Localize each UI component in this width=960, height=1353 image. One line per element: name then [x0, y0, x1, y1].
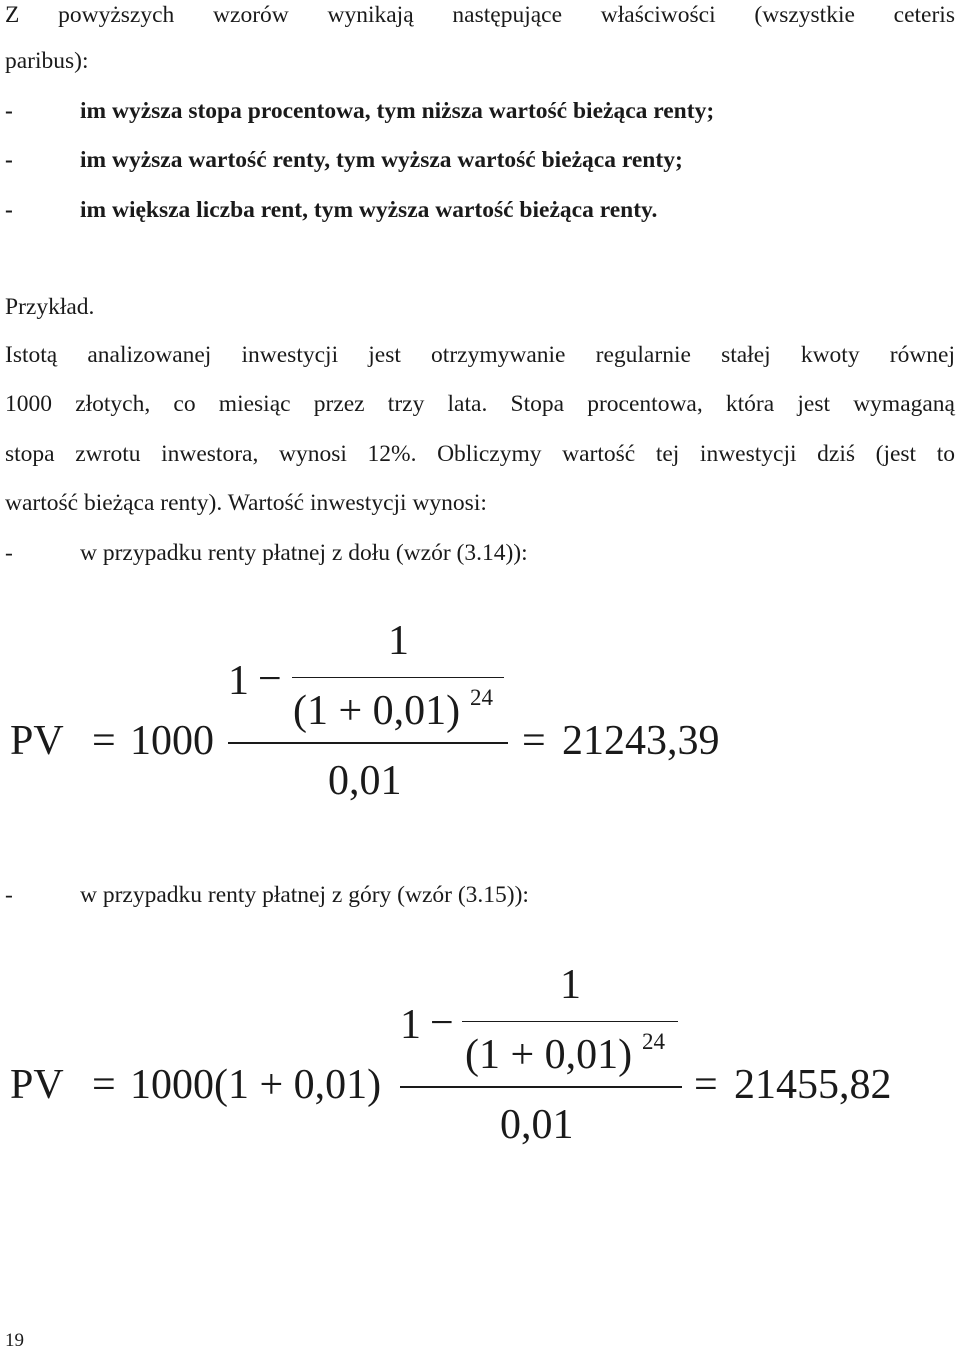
- formula-equals-result: =: [522, 718, 546, 764]
- formula-minus: −: [430, 1000, 454, 1046]
- inner-numerator: 1: [560, 962, 581, 1008]
- formula-2: [0, 940, 960, 1180]
- example-line-4: wartość bieżąca renty). Wartość inwestycji wynosi:: [5, 490, 487, 516]
- formula-result: 21243,39: [562, 718, 720, 764]
- formula-result: 21455,82: [734, 1062, 892, 1108]
- formula-1: [0, 600, 960, 830]
- inner-denominator: (1 + 0,01): [293, 688, 461, 734]
- inner-fraction-bar: [462, 1021, 678, 1022]
- inner-numerator: 1: [388, 618, 409, 664]
- inner-fraction-bar: [292, 677, 504, 678]
- example-line-1: Istotą analizowanej inwestycji jest otrzymywanie regularnie stałej kwoty równej: [5, 342, 955, 368]
- case-1-text: w przypadku renty płatnej z dołu (wzór (3.14)):: [80, 540, 528, 566]
- bullet-dash: -: [5, 197, 13, 223]
- bullet-dash: -: [5, 98, 13, 124]
- formula-one: 1: [228, 658, 249, 704]
- formula-denominator: 0,01: [500, 1102, 574, 1148]
- property-text: im wyższa stopa procentowa, tym niższa wartość bieżąca renty;: [80, 98, 715, 124]
- formula-denominator: 0,01: [328, 758, 402, 804]
- property-text: im większa liczba rent, tym wyższa wartość bieżąca renty.: [80, 197, 658, 223]
- main-fraction-bar: [228, 742, 508, 744]
- case-2-text: w przypadku renty płatnej z góry (wzór (3.15)):: [80, 882, 529, 908]
- formula-minus: −: [258, 656, 282, 702]
- example-line-2: 1000 złotych, co miesiąc przez trzy lata. Stopa procentowa, która jest wymaganą: [5, 391, 955, 417]
- formula-factor: 1000: [130, 718, 214, 764]
- formula-factor: 1000(1 + 0,01): [130, 1062, 382, 1108]
- page-number: 19: [5, 1330, 24, 1351]
- bullet-dash: -: [5, 540, 13, 566]
- example-line-3: stopa zwrotu inwestora, wynosi 12%. Obliczymy wartość tej inwestycji dziś (jest to: [5, 441, 955, 467]
- formula-lhs: PV: [10, 1062, 64, 1108]
- intro-line-2: paribus):: [5, 48, 89, 74]
- intro-line-1: Z powyższych wzorów wynikają następujące właściwości (wszystkie ceteris: [5, 2, 955, 28]
- exponent: 24: [642, 1029, 665, 1054]
- main-fraction-bar: [400, 1086, 682, 1088]
- inner-denominator: (1 + 0,01): [465, 1032, 633, 1078]
- bullet-dash: -: [5, 147, 13, 173]
- formula-equals: =: [92, 1062, 116, 1108]
- formula-lhs: PV: [10, 718, 64, 764]
- example-heading: Przykład.: [5, 294, 95, 320]
- formula-one: 1: [400, 1002, 421, 1048]
- exponent: 24: [470, 685, 493, 710]
- formula-equals-result: =: [694, 1062, 718, 1108]
- bullet-dash: -: [5, 882, 13, 908]
- formula-equals: =: [92, 718, 116, 764]
- property-text: im wyższa wartość renty, tym wyższa wartość bieżąca renty;: [80, 147, 683, 173]
